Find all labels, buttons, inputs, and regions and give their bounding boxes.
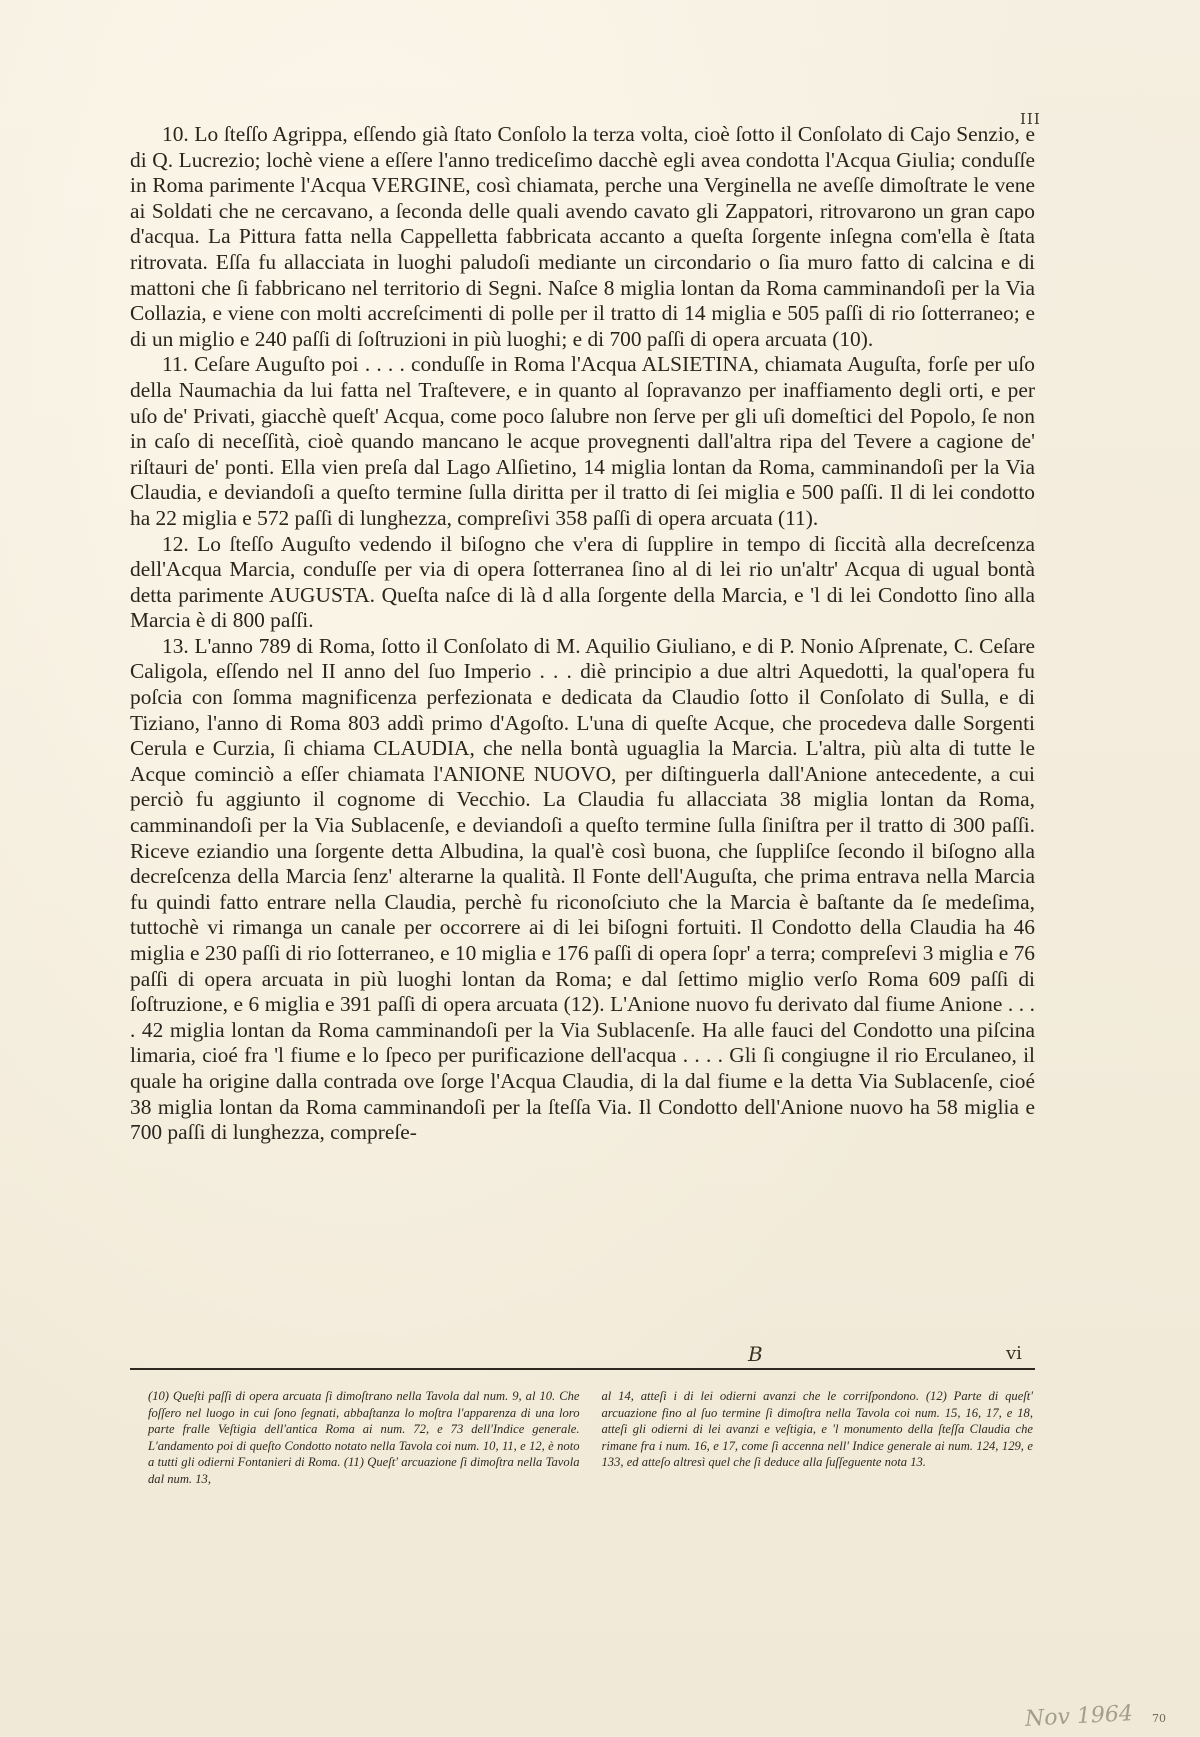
edge-number: 70 bbox=[1152, 1712, 1166, 1725]
pencil-annotation: Nov 1964 bbox=[1024, 1701, 1134, 1732]
signature-mark: B bbox=[748, 1342, 763, 1366]
footnote-text-left: (10) Queſti paſſi di opera arcuata ſi dimoſtrano nella Tavola dal num. 9, al 10. Che foſſero nel luogo in cui ſono ſegnati, abbaſtanza lo moſtra l'apparenza di una loro parte fralle Veſtigia dell'antica Roma ai num. 72, e 73 dell'Indice generale. L'andamento poi di queſto Condotto notato nella Tavola coi num. 10, 11, e 12, è noto a tutti gli odierni Fontanieri di Roma. (11) Queſt' arcuazione ſi dimoſtra nella Tavola dal num. 13, bbox=[148, 1389, 580, 1486]
footnotes-left-column bbox=[148, 1388, 580, 1488]
footnotes-right-column bbox=[602, 1388, 1034, 1488]
page-number: III bbox=[1020, 110, 1041, 128]
main-text bbox=[130, 122, 1035, 1146]
paragraph-10: 10. Lo ſteſſo Agrippa, eſſendo già ſtato Conſolo la terza volta, cioè ſotto il Conſolato di Cajo Senzio, e di Q. Lucrezio; lochè viene a eſſere l'anno trediceſimo dacchè egli avea condotta l'Acqua Giulia; conduſſe in Roma parimente l'Acqua VERGINE, così chiamata, perche una Verginella ne aveſſe dimoſtrate le vene ai Soldati che ne cercavano, a ſeconda delle quali avendo cavato gli Zappatori, ritrovarono un gran capo d'acqua. La Pittura fatta nella Cappelletta fabbricata accanto a queſta ſorgente inſegna com'ella è ſtata ritrovata. Eſſa fu allacciata in luoghi paludoſi mediante un circondario o ſia muro fatto di calcina e di mattoni che ſi fabbricano nel territorio di Segni. Naſce 8 miglia lontan da Roma camminandoſi per la Via Collazia, e viene con molti accreſcimenti di polle per il tratto di 14 miglia e 505 paſſi di rio ſotterraneo; e di un miglio e 240 paſſi di ſoſtruzioni in più luoghi; e di 700 paſſi di opera arcuata (10). bbox=[130, 122, 1035, 351]
catchword: vi bbox=[1006, 1343, 1022, 1364]
footnote-text-right: al 14, atteſi i di lei odierni avanzi che le corriſpondono. (12) Parte di queſt' arcuazione fino al ſuo termine ſi dimoſtra nella Tavola coi num. 15, 16, 17, e 18, atteſi gli odierni di lei avanzi e veſtigia, e 'l monumento della ſteſſa Claudia che rimane fra i num. 16, e 17, come ſi accenna nell' Indice generale ai num. 124, 129, e 133, ed atteſo altresì quel che ſi deduce alla ſuſſeguente nota 13. bbox=[601, 1389, 1033, 1470]
paragraph-11: 11. Ceſare Auguſto poi . . . . conduſſe in Roma l'Acqua ALSIETINA, chiamata Auguſta, forſe per uſo della Naumachia da lui fatta nel Traſtevere, e in quanto al ſopravanzo per inaffiamento degli orti, e per uſo de' Privati, giacchè queſt' Acqua, come poco ſalubre non ſerve per gli uſi domeſtici del Popolo, ſe non in caſo di neceſſità, cioè quando mancano le acque provegnenti dall'altra ripa del Tevere a cagione de' riſtauri de' ponti. Ella vien preſa dal Lago Alſietino, 14 miglia lontan da Roma, camminandoſi per la Via Claudia, e deviandoſi a queſto termine ſulla diritta per il tratto di ſei miglia e 500 paſſi. Il di lei condotto ha 22 miglia e 572 paſſi di lunghezza, compreſivi 358 paſſi di opera arcuata (11). bbox=[130, 352, 1035, 530]
paragraph-12: 12. Lo ſteſſo Auguſto vedendo il biſogno che v'era di ſupplire in tempo di ſiccità alla decreſcenza dell'Acqua Marcia, conduſſe per via di opera ſotterranea ſino al di lei rio un'altr' Acqua di ugual bontà detta parimente AUGUSTA. Queſta naſce di là d alla ſorgente della Marcia, e 'l di lei Condotto ſino alla Marcia è di 800 paſſi. bbox=[130, 531, 1035, 633]
footnote-divider bbox=[130, 1368, 1035, 1370]
paragraph-13: 13. L'anno 789 di Roma, ſotto il Conſolato di M. Aquilio Giuliano, e di P. Nonio Aſprenate, C. Ceſare Caligola, eſſendo nel II anno del ſuo Imperio . . . diè principio a due altri Aquedotti, la qual'opera fu poſcia con ſomma magnificenza perfezionata e dedicata da Claudio ſotto il Conſolato di Sulla, e di Tiziano, l'anno di Roma 803 addì primo d'Agoſto. L'una di queſte Acque, che procedeva dalle Sorgenti Cerula e Curzia, ſi chiama CLAUDIA, che nella bontà uguaglia la Marcia. L'altra, più alta di tutte le Acque cominciò a eſſer chiamata l'ANIONE NUOVO, per diſtinguerla dall'Anione antecedente, a cui perciò fu aggiunto il cognome di Vecchio. La Claudia fu allacciata 38 miglia lontan da Roma, camminandoſi per la Via Sublacenſe, e deviandoſi a queſto termine ſulla ſiniſtra per il tratto di 300 paſſi. Riceve eziandio una ſorgente detta Albudina, la qual'è così buona, che ſuppliſce ſecondo il biſogno alla decreſcenza della Marcia ſenz' alterarne la qualità. Il Fonte dell'Auguſta, che prima entrava nella Marcia fu quindi fatto entrare nella Claudia, perchè fu riconoſciuto che la Marcia è baſtante da ſe medeſima, tuttochè vi rimanga un canale per occorrere ai di lei biſogni fortuiti. Il Condotto della Claudia ha 46 miglia e 230 paſſi di rio ſotterraneo, e 10 miglia e 176 paſſi di opera ſopr' a terra; compreſevi 3 miglia e 76 paſſi di opera arcuata in più luoghi lontan da Roma; e dal ſettimo miglio verſo Roma 609 paſſi di ſoſtruzione, e 6 miglia e 391 paſſi di opera arcuata (12). L'Anione nuovo fu derivato dal fiume Anione . . . . 42 miglia lontan da Roma camminandoſi per la Via Sublacenſe. Ha alle fauci del Condotto una piſcina limaria, cioé fra 'l fiume e lo ſpeco per purificazione dell'acqua . . . . Gli ſi congiugne il rio Erculaneo, il quale ha origine dalla contrada ove ſorge l'Acqua Claudia, di la dal fiume e la detta Via Sublacenſe, cioé 38 miglia lontan da Roma camminandoſi per la ſteſſa Via. Il Condotto dell'Anione nuovo ha 58 miglia e 700 paſſi di lunghezza, compreſe- bbox=[130, 633, 1035, 1145]
footnotes bbox=[148, 1388, 1033, 1488]
